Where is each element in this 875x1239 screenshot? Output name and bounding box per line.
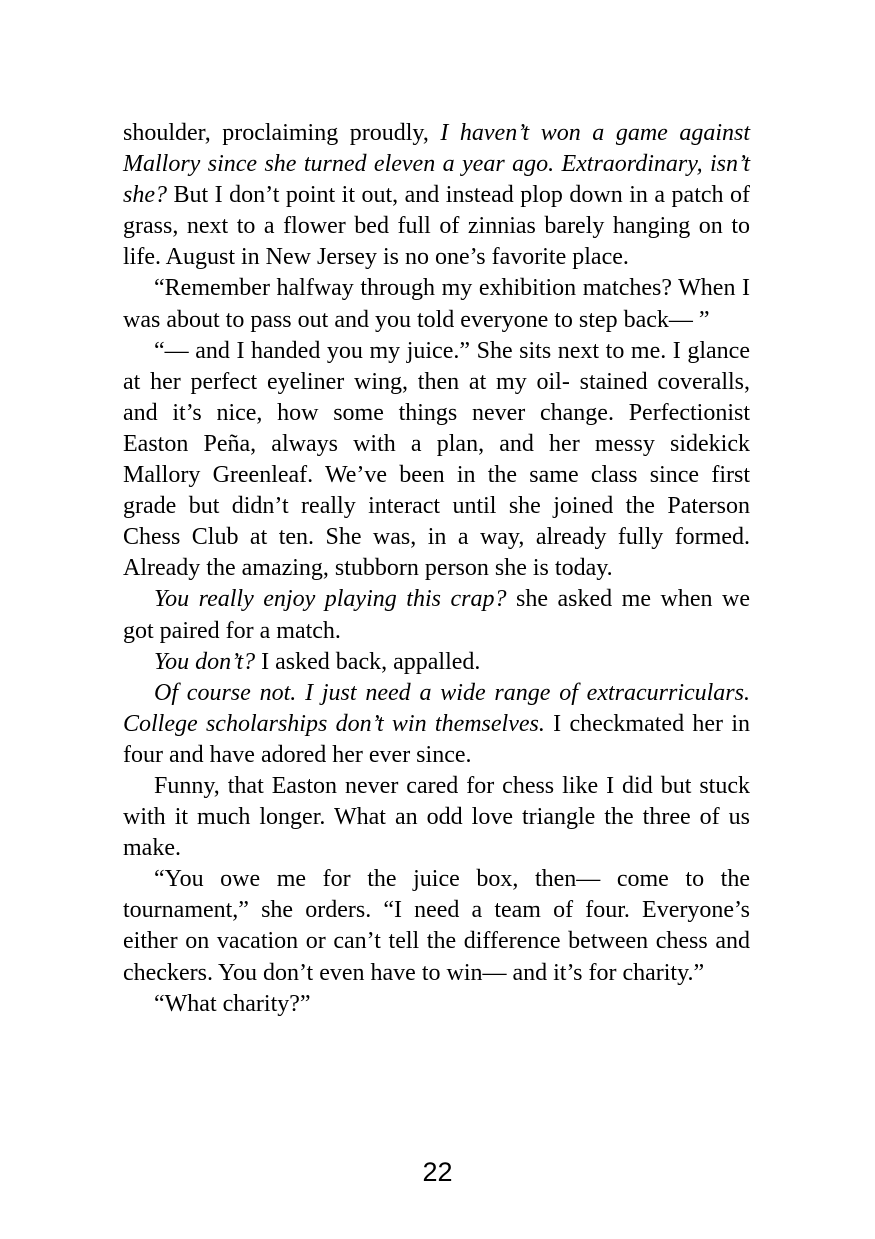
paragraph: [123, 678, 750, 771]
text-run: shoulder, proclaiming proudly,: [123, 120, 441, 146]
paragraph: [123, 118, 750, 273]
italic-text-run: Of course not. I just need a wide range of extracurriculars. College scholarships don’t win themselves.: [123, 679, 750, 737]
paragraph: [123, 989, 750, 1020]
text-block: [123, 118, 750, 1020]
page-number: 22: [422, 1157, 453, 1187]
text-run: Funny, that Easton never cared for chess like I did but stuck with it much longer. What an odd love triangle the three of us make.: [123, 772, 750, 862]
paragraph: [123, 336, 750, 585]
text-run: “What charity?”: [154, 990, 311, 1017]
text-run: “You owe me for the juice box, then— come to the tournament,” she orders. “I need a team of four. Everyone’s either on vacation or can’t tell the difference between chess and checkers. You don’t even have to win— and it’s for charity.”: [123, 866, 750, 986]
italic-text-run: You don’t?: [154, 648, 256, 675]
paragraph: [123, 771, 750, 864]
italic-text-run: You really enjoy playing this crap?: [154, 586, 507, 613]
text-run: “Remember halfway through my exhibition matches? When I was about to pass out and you told everyone to step back— ”: [123, 275, 750, 333]
paragraph: [123, 584, 750, 646]
text-run: “— and I handed you my juice.” She sits next to me. I glance at her perfect eyeliner wing, then at my oil- stained coveralls, and it’s nice, how some things never change. Perfectionist Easton Peña, always with a plan, and her messy sidekick Mallory Greenleaf. We’ve been in the same class since first grade but didn’t really interact until she joined the Paterson Chess Club at ten. She was, in a way, already fully formed. Already the amazing, stubborn person she is today.: [123, 337, 750, 582]
text-run: she asked me when we got paired for a match.: [123, 586, 750, 644]
paragraph: [123, 273, 750, 335]
paragraph: [123, 864, 750, 988]
italic-text-run: I haven’t won a game against Mallory since she turned eleven a year ago. Extraordinary, isn’t she?: [123, 120, 751, 209]
text-run: I asked back, appalled.: [255, 648, 481, 675]
text-run: I checkmated her in four and have adored her ever since.: [123, 710, 750, 768]
text-run: But I don’t point it out, and instead plop down in a patch of grass, next to a flower bed full of zinnias barely hanging on to life. August in New Jersey is no one’s favorite place.: [123, 182, 750, 271]
paragraph: [123, 647, 750, 678]
